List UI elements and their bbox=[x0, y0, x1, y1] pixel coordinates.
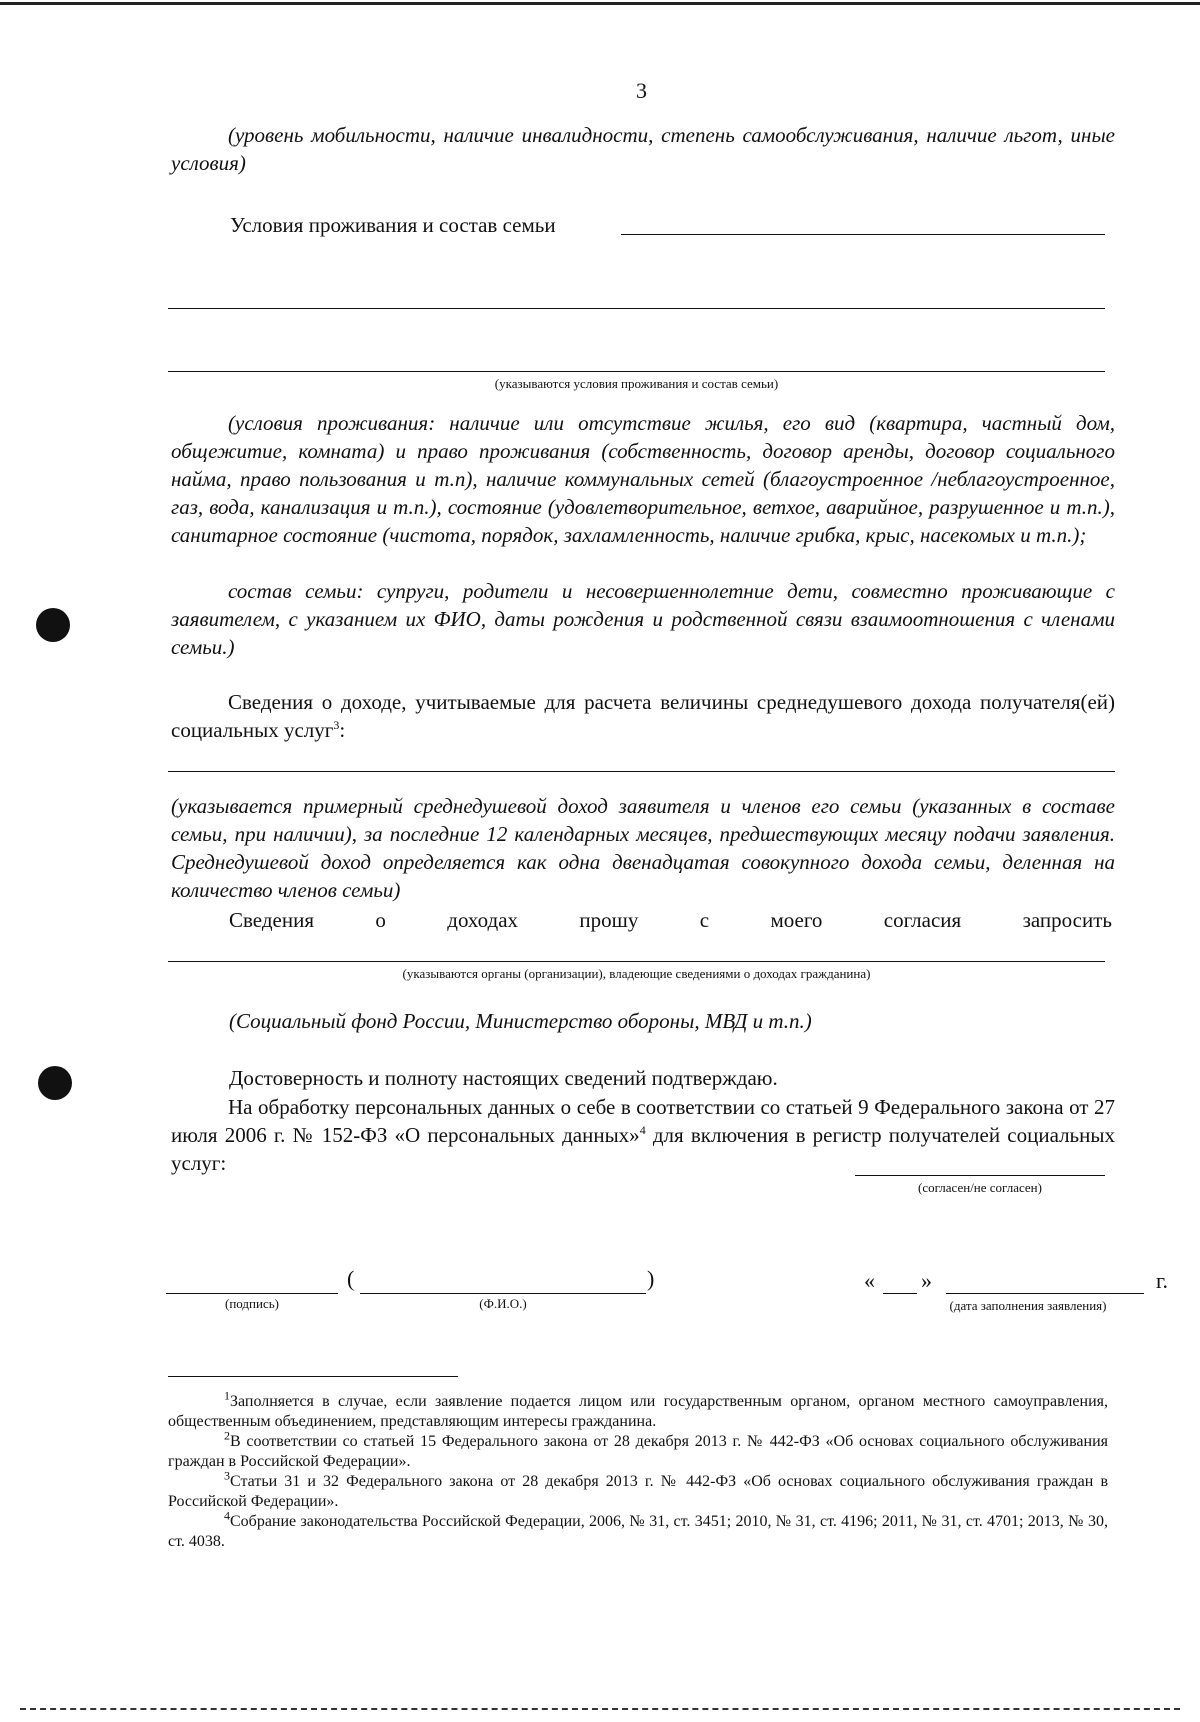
income-label bbox=[171, 688, 1115, 744]
date-day-line[interactable] bbox=[883, 1293, 917, 1294]
fio-field-line[interactable] bbox=[360, 1293, 646, 1294]
footnote-3-text: Статьи 31 и 32 Федерального закона от 28 декабря 2013 г. № 442-ФЗ «Об основах социального обслуживания граждан в Российской Федерации». bbox=[168, 1473, 1108, 1510]
living-caption: (указываются условия проживания и состав семьи) bbox=[494, 376, 779, 391]
income-field-line[interactable] bbox=[168, 771, 1115, 772]
living-field-line-2[interactable] bbox=[168, 308, 1105, 309]
family-note: состав семьи: супруги, родители и несовершеннолетние дети, совместно проживающие с заявителем, с указанием их ФИО, даты рождения и родственной связи взаимоотношения с членами семьи.) bbox=[171, 579, 1115, 659]
income-orgs-caption: (указываются органы (организации), владеющие сведениями о доходах гражданина) bbox=[402, 966, 871, 981]
footnote-1-text: Заполняется в случае, если заявление подается лицом или государственным органом, органом местного самоуправления, общественным объединением, представляющим интересы гражданина. bbox=[168, 1393, 1108, 1430]
footnote-4-text: Собрание законодательства Российской Федерации, 2006, № 31, ст. 3451; 2010, № 31, ст. 4196; 2011, № 31, ст. 4701; 2013, № 30, ст. 4038. bbox=[168, 1513, 1108, 1550]
scan-bottom-edge bbox=[20, 1708, 1180, 1710]
income-orgs-field-line[interactable] bbox=[168, 961, 1105, 962]
footnote-separator bbox=[168, 1376, 458, 1377]
fio-open-paren: ( bbox=[347, 1266, 355, 1291]
living-field-line-1[interactable] bbox=[621, 234, 1105, 235]
consent-field-line[interactable] bbox=[855, 1175, 1105, 1176]
footnote-1 bbox=[168, 1388, 1108, 1432]
living-field-line-3[interactable] bbox=[168, 371, 1105, 372]
date-year-suffix: г. bbox=[1156, 1268, 1169, 1293]
footnote-3 bbox=[168, 1468, 1108, 1512]
living-label: Условия проживания и состав семьи bbox=[230, 213, 556, 237]
consent-text-main: На обработку персональных данных о себе в соответствии со статьей 9 Федерального закона от 27 июля 2006 г. № 152-ФЗ «О персональных данных» bbox=[171, 1095, 1115, 1147]
punch-hole-top bbox=[36, 608, 70, 642]
punch-hole-bottom bbox=[38, 1066, 72, 1100]
date-month-year-line[interactable] bbox=[946, 1293, 1144, 1294]
mobility-note: (уровень мобильности, наличие инвалидности, степень самообслуживания, наличие льгот, иные условия) bbox=[171, 123, 1115, 175]
date-quote-open: « bbox=[864, 1268, 875, 1293]
signature-field-line[interactable] bbox=[166, 1293, 338, 1294]
living-conditions-note: (условия проживания: наличие или отсутствие жилья, его вид (квартира, частный дом, общежитие, комната) и право проживания (собственность, договор аренды, договор социального найма, право пользования и т.п), наличие коммунальных сетей (благоустроенное /неблагоустроенное, газ, вода, канализация и т.п.), состояние (удовлетворительное, ветхое, аварийное, разрушенное и т.п.), санитарное состояние (чистота, порядок, захламленность, наличие грибка, крыс, насекомых и т.п.); bbox=[171, 411, 1115, 547]
consent-caption: (согласен/не согласен) bbox=[918, 1180, 1042, 1195]
footnotes bbox=[168, 1388, 1108, 1552]
footnote-2-num: 2 bbox=[224, 1428, 230, 1443]
fio-caption: (Ф.И.О.) bbox=[479, 1296, 527, 1311]
orgs-example: (Социальный фонд России, Министерство обороны, МВД и т.п.) bbox=[229, 1009, 812, 1033]
footnote-2-text: В соответствии со статьей 15 Федерального закона от 28 декабря 2013 г. № 442-ФЗ «Об основах социального обслуживания граждан в Российской Федерации». bbox=[168, 1433, 1108, 1470]
date-caption: (дата заполнения заявления) bbox=[949, 1298, 1107, 1313]
footnote-2 bbox=[168, 1428, 1108, 1472]
fio-close-paren: ) bbox=[647, 1266, 655, 1291]
footnote-1-num: 1 bbox=[224, 1388, 230, 1403]
income-footnote-ref: 3 bbox=[333, 718, 340, 732]
income-label-end: : bbox=[339, 718, 346, 742]
consent-text-end: для включения в регистр получателей социальных услуг: bbox=[171, 1123, 1115, 1175]
page-number: 3 bbox=[636, 78, 647, 103]
income-request-text: Сведения о доходах прошу с моего согласия запросить bbox=[229, 908, 1112, 932]
signature-caption: (подпись) bbox=[225, 1296, 279, 1311]
income-label-text: Сведения о доходе, учитываемые для расчета величины среднедушевого дохода получателя(ей) социальных услуг bbox=[171, 690, 1115, 742]
confirm-text: Достоверность и полноту настоящих сведений подтверждаю. bbox=[229, 1066, 778, 1090]
footnote-4-num: 4 bbox=[224, 1508, 230, 1523]
consent-text bbox=[171, 1093, 1115, 1177]
footnote-3-num: 3 bbox=[224, 1468, 230, 1483]
scan-top-edge bbox=[0, 2, 1200, 5]
footnote-4 bbox=[168, 1508, 1108, 1552]
income-note: (указывается примерный среднедушевой доход заявителя и членов его семьи (указанных в составе семьи, при наличии), за последние 12 календарных месяцев, предшествующих месяцу подачи заявления. Среднедушевой доход определяется как одна двенадцатая совокупного дохода семьи, деленная на количество членов семьи) bbox=[171, 794, 1115, 902]
consent-footnote-ref: 4 bbox=[639, 1123, 646, 1137]
date-quote-close: » bbox=[921, 1268, 932, 1293]
